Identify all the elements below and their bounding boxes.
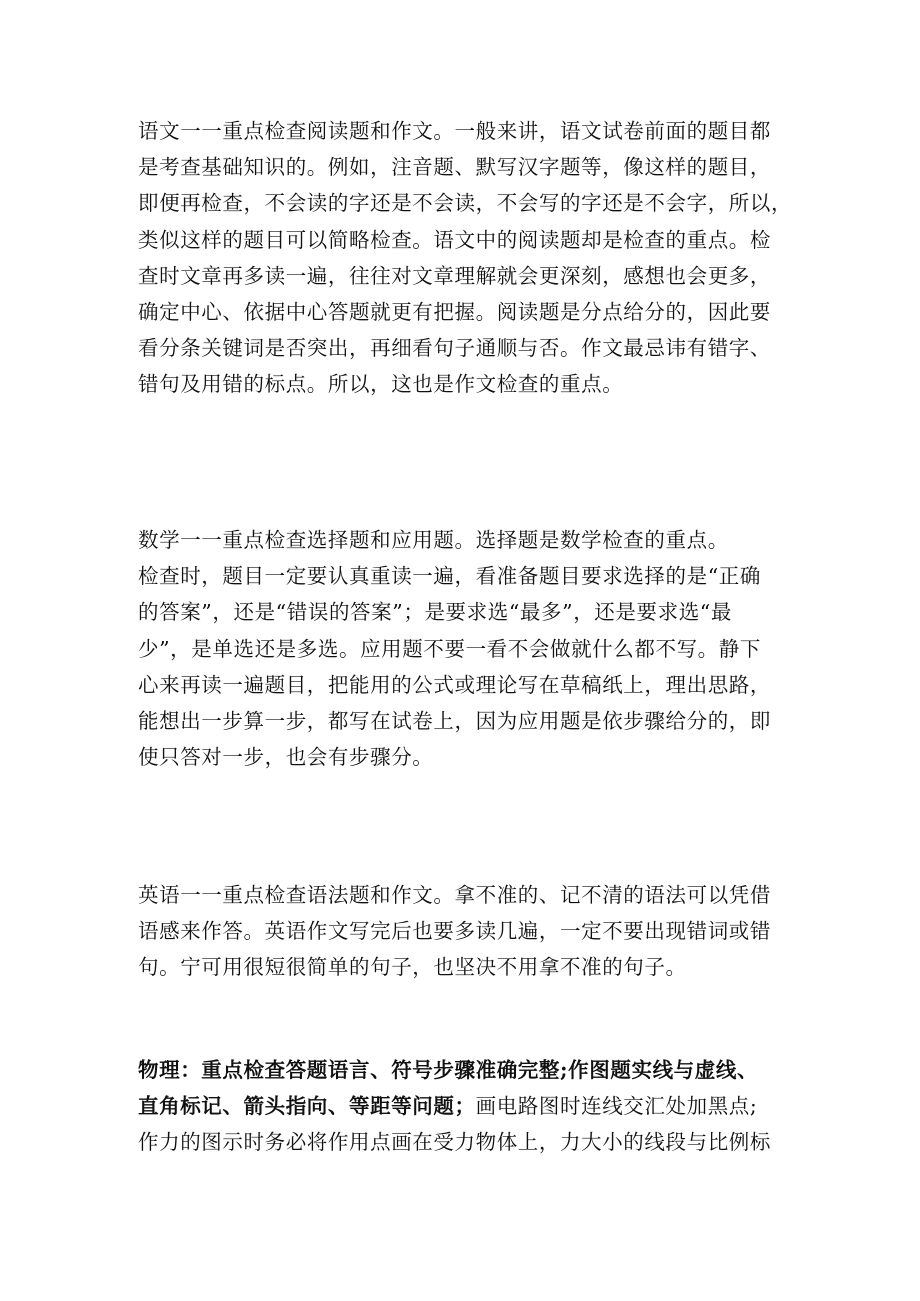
text-line: 即便再检查，不会读的字还是不会读，不会写的字还是不会字，所以， — [138, 191, 793, 216]
text-line: 英语一一重点检查语法题和作文。拿不准的、记不清的语法可以凭借 — [138, 883, 771, 907]
paragraph-english — [138, 877, 798, 986]
text-line: 的答案”，还是“错误的答案”；是要求选“最多”，还是要求选“最 — [138, 600, 732, 625]
paragraph-physics — [138, 1052, 798, 1161]
text-line: 少”，是单选还是多选。应用题不要一看不会做就什么都不写。静下 — [138, 636, 761, 661]
text-line: 句。宁可用很短很简单的句子，也坚决不用拿不准的句子。 — [138, 955, 687, 980]
text-line: 检查时，题目一定要认真重读一遍，看准备题目要求选择的是“正确 — [138, 564, 761, 589]
text-line: 语感来作答。英语作文写完后也要多读几遍，一定不要出现错词或错 — [138, 919, 771, 944]
text-line: 错句及用错的标点。所以，这也是作文检查的重点。 — [138, 372, 624, 397]
text-line: 心来再读一遍题目，把能用的公式或理论写在草稿纸上，理出思路， — [138, 672, 771, 697]
text-line: 确定中心、依据中心答题就更有把握。阅读题是分点给分的，因此要 — [138, 300, 771, 325]
text-line: 查时文章再多读一遍，往往对文章理解就会更深刻，感想也会更多， — [138, 263, 771, 288]
text-line: 看分条关键词是否突出，再细看句子通顺与否。作文最忌讳有错字、 — [138, 336, 771, 361]
text-line: 作力的图示时务必将作用点画在受力物体上，力大小的线段与比例标 — [138, 1130, 771, 1155]
text-line: 语文一一重点检查阅读题和作文。一般来讲，语文试卷前面的题目都 — [138, 119, 771, 143]
paragraph-chinese — [138, 113, 798, 403]
text-line: 是考查基础知识的。例如，注音题、默写汉字题等，像这样的题目， — [138, 155, 771, 180]
text-normal-segment: 画电路图时连线交汇处加黑点; — [475, 1094, 758, 1119]
text-line: 能想出一步算一步，都写在试卷上，因为应用题是依步骤给分的，即 — [138, 709, 771, 734]
text-line: 类似这样的题目可以简略检查。语文中的阅读题却是检查的重点。检 — [138, 227, 771, 252]
text-line: 数学一一重点检查选择题和应用题。选择题是数学检查的重点。 — [138, 528, 729, 552]
text-line-bold: 物理：重点检查答题语言、符号步骤准确完整;作图题实线与虚线、 — [138, 1058, 759, 1082]
text-bold-segment: 直角标记、箭头指向、等距等问题； — [138, 1094, 476, 1119]
text-line-mixed — [138, 1088, 798, 1124]
text-line: 使只答对一步，也会有步骤分。 — [138, 745, 434, 770]
paragraph-math — [138, 522, 798, 775]
